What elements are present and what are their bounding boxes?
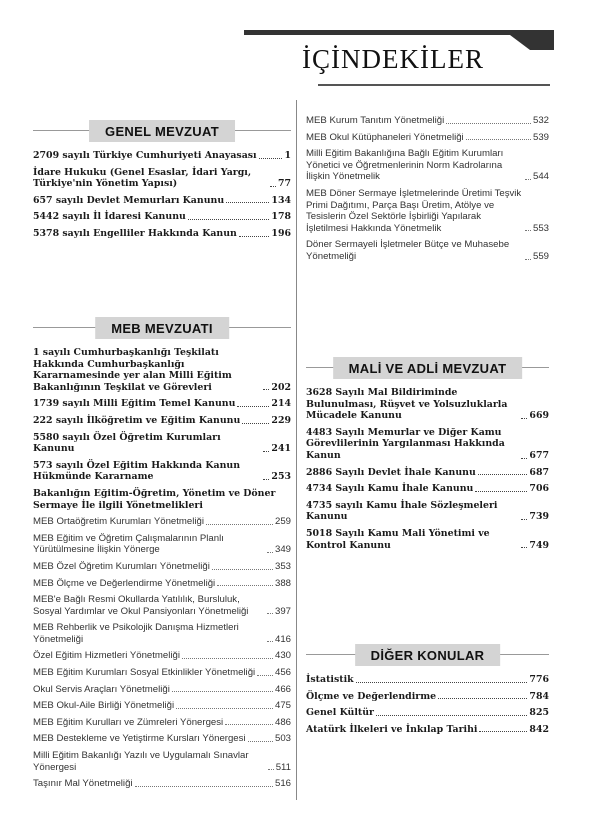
dot-leader [466,139,531,140]
entry-title: Okul Servis Araçları Yönetmeliği [33,683,170,695]
page-number: 516 [274,778,291,790]
toc-entry [306,528,549,551]
toc-entry [33,594,291,617]
entry-title: MEB Ortaöğretim Kurumları Yönetmeliği [33,516,204,528]
entry-title: Milli Eğitim Bakanlığı Yazılı ve Uygulamalı Sınavlar Yönergesi [33,750,249,773]
toc-entry [33,150,291,162]
page-number: 669 [529,410,549,422]
entry-title: MEB Eğitim Kurumları Sosyal Etkinlikler Yönetmeliği [33,667,256,679]
section-genel-mevzuat [33,120,291,245]
page-number: 229 [271,414,291,426]
entry-title: MEB Okul Kütüphaneleri Yönetmeliği [306,131,464,143]
entry-title: MEB Özel Öğretim Kurumları Yönetmeliği [33,560,210,572]
page-number: 397 [274,605,291,617]
dot-leader [521,547,527,548]
dot-leader [525,259,531,260]
toc-list [306,387,549,551]
toc-entry [33,533,291,556]
dot-leader [217,585,273,586]
page-number: 553 [532,222,549,234]
page-number: 388 [274,577,291,589]
page-number: 475 [274,700,291,712]
toc-entry [33,211,291,223]
entry-title: MEB'e Bağlı Resmi Okullarda Yatılılık, Bursluluk, Sosyal Yardımlar ve Okul Pansiyonları Yönetmeliği [33,594,249,617]
toc-entry [306,500,549,523]
page-number: 466 [274,683,291,695]
section-diger-konular [306,644,549,740]
page-number: 511 [275,761,291,773]
entry-title: MEB Döner Sermaye İşletmelerinde Üretimi Teşvik Primi Dağıtımı, Parça Başı Üretim, Atölye ve Tesislerin Özel Sektörle İşbirliği Yapılarak İşletilmesi Hakkında Yönetmelik [306,187,522,234]
toc-entry [33,516,291,528]
page-number: 776 [529,674,549,685]
toc-entry [33,650,291,662]
page-number: 77 [277,178,291,190]
dot-leader [206,524,273,525]
page-number: 532 [532,115,549,126]
page-number: 253 [271,471,291,483]
dot-leader [267,552,273,553]
section-title: MALİ VE ADLİ MEVZUAT [333,357,523,379]
page-number: 559 [532,250,549,262]
page-number: 486 [274,716,291,728]
entry-title: Milli Eğitim Bakanlığına Bağlı Eğitim Kurumları Yönetici ve Öğretmenlerinin Norm Kadrolarına İlişkin Yönetmelik [306,148,504,183]
dot-leader [188,219,270,220]
page-number: 544 [532,171,549,183]
toc-entry [306,427,549,462]
dot-leader [438,698,527,699]
entry-title: Ölçme ve Değerlendirme [306,690,437,702]
entry-title: 4483 Sayılı Memurlar ve Diğer Kamu Görevlilerinin Yargılanması Hakkında Kanun [306,426,505,461]
toc-entry [33,667,291,679]
toc-entry [33,398,291,410]
subsection-heading: Bakanlığın Eğitim-Öğretim, Yönetim ve Döner Sermaye İle ilgili Yönetmelikleri [33,487,276,511]
dot-leader [135,786,273,787]
page-number: 202 [271,381,291,393]
dot-leader [525,230,531,231]
entry-title: 657 sayılı Devlet Memurları Kanunu [33,194,225,206]
page-number: 842 [529,723,549,735]
toc-entry [33,622,291,645]
page-number: 214 [271,398,291,410]
section-yonetmelikler-continued [306,115,549,268]
toc-entry [306,239,549,262]
toc-entry [33,415,291,427]
entry-title: 2886 Sayılı Devlet İhale Kanunu [306,466,476,478]
dot-leader [237,406,269,407]
page-number: 539 [532,131,549,143]
section-meb-mevzuati [33,317,291,795]
section-title: GENEL MEVZUAT [89,120,235,142]
dot-leader [263,479,269,480]
entry-title: 5378 sayılı Engelliler Hakkında Kanun [33,227,237,239]
dot-leader [257,675,273,676]
dot-leader [479,731,527,732]
toc-entry [306,483,549,495]
section-header [33,317,291,339]
entry-title: MEB Rehberlik ve Psikolojik Danışma Hizmetleri Yönetmeliği [33,622,239,645]
toc-entry [33,578,291,590]
entry-title: 222 sayılı İlköğretim ve Eğitim Kanunu [33,414,241,426]
page-number: 1 [284,150,291,161]
entry-title: 573 sayılı Özel Eğitim Hakkında Kanun Hükmünde Kararname [33,459,241,483]
entry-title: İdare Hukuku (Genel Esaslar, İdari Yargı, Türkiye'nin Yönetim Yapısı) [33,166,252,190]
toc-entry [306,387,549,422]
toc-entry [33,228,291,240]
page-number: 353 [274,560,291,572]
page-number: 456 [274,667,291,679]
page-number: 178 [271,211,291,223]
entry-title: Özel Eğitim Hizmetleri Yönetmeliği [33,650,180,662]
dot-leader [172,691,273,692]
dot-leader [182,658,273,659]
dot-leader [376,715,527,716]
page-number: 687 [529,466,549,478]
toc-entry [306,188,549,234]
dot-leader [239,236,270,237]
column-divider [296,100,297,800]
entry-title: Atatürk İlkeleri ve İnkılap Tarihi [306,723,478,735]
entry-title: MEB Kurum Tanıtım Yönetmeliği [306,115,445,126]
dot-leader [521,418,527,419]
dot-leader [263,451,269,452]
dot-leader [176,708,273,709]
dot-leader [521,458,527,459]
page-number: 784 [529,690,549,702]
dot-leader [268,769,274,770]
toc-entry [33,432,291,455]
entry-title: 5580 sayılı Özel Öğretim Kurumları Kanunu [33,431,221,455]
toc-entry [33,733,291,745]
page-number: 749 [529,539,549,551]
dot-leader [248,741,273,742]
page-title: İÇİNDEKİLER [302,44,484,74]
page-number: 416 [274,633,291,645]
toc-list [33,150,291,240]
entry-title: Taşınır Mal Yönetmeliği [33,778,133,790]
entry-title: 1739 sayılı Milli Eğitim Temel Kanunu [33,398,236,410]
toc-entry [306,674,549,686]
toc-entry [33,717,291,729]
entry-title: 4734 Sayılı Kamu İhale Kanunu [306,483,474,495]
dot-leader [242,423,269,424]
entry-title: 5442 sayılı İl İdaresi Kanunu [33,211,186,223]
page-number: 259 [274,516,291,528]
toc-entry [306,115,549,127]
toc-entry [33,167,291,190]
page-number: 739 [529,511,549,523]
entry-title: MEB Okul-Aile Birliği Yönetmeliği [33,700,175,712]
toc-entry [33,684,291,696]
dot-leader [270,186,276,187]
entry-title: 3628 Sayılı Mal Bildiriminde Bulunulması, Rüşvet ve Yolsuzluklarla Mücadele Kanunu [306,387,508,422]
entry-title: MEB Eğitim Kurulları ve Zümreleri Yönergesi [33,716,224,728]
toc-entry [33,347,291,393]
toc-entry [306,148,549,183]
toc-entry [306,724,549,736]
entry-title: Genel Kültür [306,707,374,719]
section-header [33,120,291,142]
dot-leader [267,641,273,642]
page-number: 241 [271,443,291,455]
dot-leader [226,202,269,203]
entry-title: İstatistik [306,674,354,685]
toc-entry [306,691,549,703]
entry-title: 2709 sayılı Türkiye Cumhuriyeti Anayasası [33,150,257,161]
dot-leader [521,519,527,520]
entry-title: 5018 Sayılı Kamu Mali Yönetimi ve Kontrol Kanunu [306,527,490,551]
dot-leader [446,123,531,124]
section-header [306,357,549,379]
entry-title: 1 sayılı Cumhurbaşkanlığı Teşkilatı Hakkında Cumhurbaşkanlığı Kararnamesinde yer alan Milli Eğitim Bakanlığının Teşkilat ve Görevleri [33,347,232,393]
page-number: 503 [274,733,291,745]
toc-entry [33,460,291,483]
entry-title: MEB Eğitim ve Öğretim Çalışmalarının Planlı Yürütülmesine İlişkin Yönerge [33,532,224,556]
toc-entry [33,195,291,207]
page-number: 134 [271,194,291,206]
dot-leader [263,389,269,390]
page-number: 706 [529,483,549,495]
toc-list [33,347,291,483]
dot-leader [259,158,283,159]
entry-title: 4735 sayılı Kamu İhale Sözleşmeleri Kanunu [306,499,498,523]
toc-entry [33,700,291,712]
entry-title: MEB Destekleme ve Yetiştirme Kursları Yönergesi [33,733,246,745]
title-underline [318,84,550,86]
dot-leader [475,491,527,492]
toc-entry [306,707,549,719]
dot-leader [356,682,528,683]
toc-list [33,516,291,790]
dot-leader [478,474,528,475]
toc-list [306,115,549,263]
page-number: 677 [529,449,549,461]
toc-entry [306,132,549,144]
dot-leader [212,569,273,570]
toc-entry [306,467,549,479]
entry-title: MEB Ölçme ve Değerlendirme Yönetmeliği [33,577,216,589]
page-number: 349 [274,544,291,556]
page-number: 196 [271,227,291,239]
section-mali-adli-mevzuat [306,357,549,556]
section-header [306,644,549,666]
toc-entry [33,778,291,790]
section-title: MEB MEVZUATI [95,317,229,339]
entry-title: Döner Sermayeli İşletmeler Bütçe ve Muhasebe Yönetmeliği [306,239,510,262]
toc-list [306,674,549,735]
page-number: 825 [529,707,549,719]
toc-entry [33,750,291,773]
section-title: DİĞER KONULAR [355,644,501,666]
dot-leader [267,613,273,614]
dot-leader [525,179,531,180]
page-number: 430 [274,650,291,662]
toc-entry [33,561,291,573]
dot-leader [225,724,273,725]
